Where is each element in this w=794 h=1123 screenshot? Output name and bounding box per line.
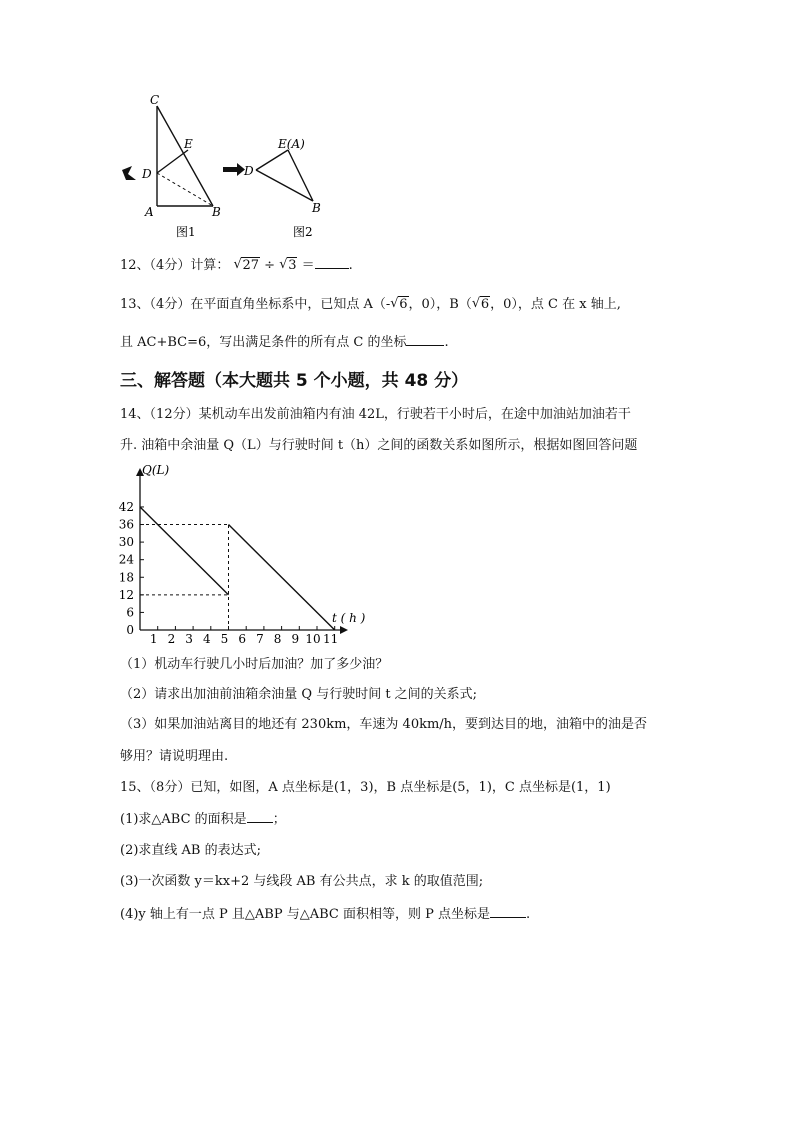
fold-arrow-icon [122,166,136,180]
question-14-sub-3-line-2: 够用？请说明理由. [120,749,229,764]
label-c: C [150,93,160,107]
y-tick-label: 18 [118,570,134,585]
label-b: B [212,205,221,219]
fig1-caption: 图1 [176,225,196,239]
x-tick-label: 2 [167,632,176,646]
sqrt-6-a: √ 6 [390,296,408,312]
x-tick-label: 1 [149,632,158,646]
x-tick-label: 3 [185,632,193,646]
question-15-sub-2: (2)求直线 AB 的表达式; [120,843,262,858]
question-14-sub-1: （1）机动车行驶几小时后加油？加了多少油？ [120,657,389,672]
x-axis-arrow-icon [340,626,348,634]
question-12: 12、（4分）计算： √ 27 ÷ √ 3 ＝ . [120,257,353,273]
y-tick-label: 24 [118,552,134,567]
answer-blank-12[interactable] [315,256,349,269]
label-d: D [142,167,152,181]
q12-divide: ÷ [264,258,276,273]
question-15-sub-3: (3)一次函数 y＝kx+2 与线段 AB 有公共点，求 k 的取值范围; [120,874,484,889]
x-tick-label: 10 [305,632,321,646]
y-tick-label: 42 [118,499,134,514]
series-line-before-refuel [140,507,229,595]
answer-blank-15-4[interactable] [490,905,526,918]
figure-1 [122,93,221,239]
question-14-sub-2: （2）请求出加油前油箱余油量 Q 与行驶时间 t 之间的关系式; [120,687,478,702]
question-14-line-1: 14、（12分）某机动车出发前油箱内有油 42L，行驶若干小时后，在途中加油站加油若干 [120,407,631,422]
question-14-sub-3-line-1: （3）如果加油站离目的地还有 230km，车速为 40km/h，要到达目的地，油箱中的油是否 [120,717,648,732]
x-tick-label: 11 [323,632,339,646]
label-e: E [184,137,193,151]
y-tick-label: 0 [126,623,134,637]
fuel-chart [112,460,382,650]
y-tick-label: 30 [118,535,134,550]
x-tick-label: 5 [220,632,229,646]
y-tick-label: 36 [118,517,134,532]
label-a: A [145,205,154,219]
transform-arrow-icon [223,163,245,176]
label-b-2: B [312,201,321,215]
y-tick-label: 12 [118,587,134,602]
sqrt-3: √ 3 [279,257,297,273]
q12-equals: ＝ [301,258,315,273]
q12-prefix: 12、（4分）计算： [120,258,230,273]
question-14-line-2: 升. 油箱中余油量 Q（L）与行驶时间 t（h）之间的函数关系如图所示，根据如图回答问题 [120,438,638,453]
label-d-2: D [244,164,254,178]
fig2-caption: 图2 [293,225,313,239]
sqrt-6-b: √ 6 [471,296,490,312]
answer-blank-13[interactable] [406,333,444,346]
x-tick-label: 6 [238,632,247,646]
x-tick-label: 7 [256,632,264,646]
question-13-line-1: 13、（4分）在平面直角坐标系中，已知点 A（- √ 6，0），B（ √ 6，0），点 C 在 x 轴上, [120,296,621,312]
x-tick-label: 8 [273,632,282,646]
y-axis-label: Q(L) [142,463,170,477]
question-15-sub-4: (4)y 轴上有一点 P 且△ABP 与△ABC 面积相等，则 P 点坐标是 . [120,907,531,922]
question-13-line-2: 且 AC+BC=6，写出满足条件的所有点 C 的坐标 . [120,335,449,350]
section-title: 三、解答题（本大题共 5 个小题，共 48 分） [120,371,469,391]
y-tick-label: 6 [126,605,134,620]
question-15-sub-1: (1)求△ABC 的面积是 ； [120,812,286,827]
series-line-after-refuel [229,525,335,630]
label-e-a: E(A) [278,137,305,151]
x-tick-label: 4 [202,632,211,646]
sqrt-27: √ 27 [233,257,260,273]
figure-2 [243,137,321,239]
x-axis-label: t ( h ) [332,611,366,625]
geometry-figures [110,88,350,248]
answer-blank-15-1[interactable] [247,810,273,823]
x-tick-label: 9 [291,632,300,646]
question-15-line-1: 15、（8分）已知，如图，A 点坐标是(1，3)，B 点坐标是(5，1)，C 点坐标是(1，1) [120,780,611,795]
